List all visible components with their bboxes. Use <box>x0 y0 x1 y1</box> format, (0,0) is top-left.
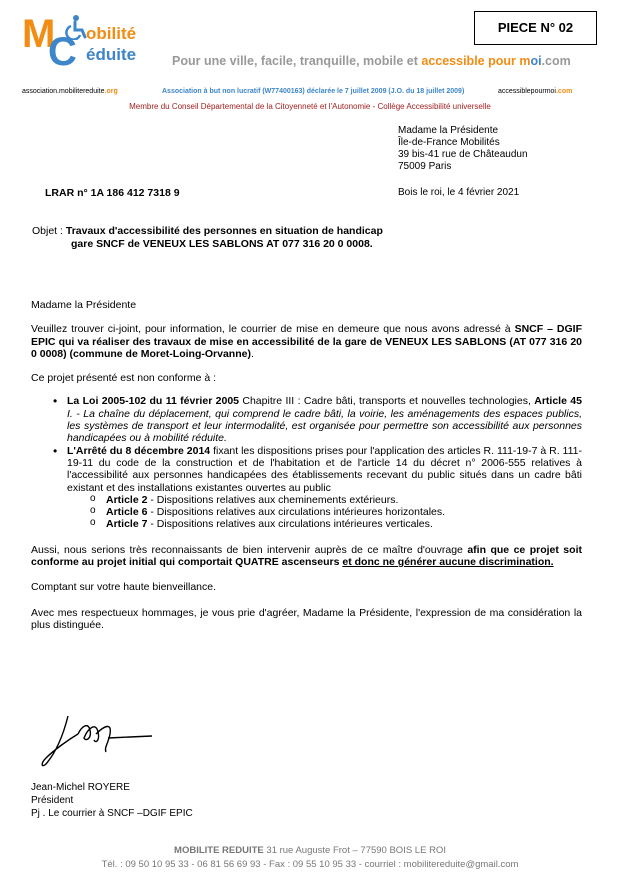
website-right-prefix: accessiblepourmoi <box>498 88 556 95</box>
tagline-accent: accessible pour m <box>421 54 531 68</box>
logo-letter-m: M <box>22 12 56 56</box>
tagline-text: Pour une ville, facile, tranquille, mobile et <box>172 54 422 68</box>
article-text: - Dispositions relatives aux circulations intérieures horizontales. <box>147 506 446 519</box>
text-bold: SNCF – DGIF EPIC qui va réaliser des travaux de mise en accessibilité de la gare de VENEUX LES SABLONS (AT 077 316 20 0 0008) (commune de Moret-Loing-Orvanne) <box>31 323 582 360</box>
logo-word-reduite: éduite <box>86 45 137 64</box>
decree-title: L'Arrêté du 8 décembre 2014 <box>67 444 211 457</box>
subject-line-1: Travaux d'accessibilité des personnes en situation de handicap <box>65 225 383 237</box>
sub-list <box>67 494 582 531</box>
website-right <box>498 88 572 95</box>
tagline-logo-small: oi <box>530 54 542 68</box>
logo-word-mobilite: obilité <box>86 24 137 43</box>
signatory-name: Jean-Michel ROYERE <box>31 782 130 793</box>
website-left-prefix: association.mobilitereduite <box>22 88 105 95</box>
text: fixant les dispositions prises pour l'application des articles R. 111-19-7 à R. 111-19-11 du code de la construction et de l'habitation et de l'article 14 du décret n° 2006-555 relatives à l'accessibilité aux personnes handicapées des établissements recevant du public situés dans un cadre bâti existant et des installations existantes ouvertes au public <box>67 444 582 494</box>
website-right-suffix: .com <box>555 88 573 95</box>
salutation: Madame la Présidente <box>31 299 137 311</box>
footer-org: MOBILITE REDUITE <box>174 845 264 856</box>
paragraph-intro <box>31 323 582 360</box>
signature-block <box>31 781 193 820</box>
paragraph-nonconform: Ce projet présenté est non conforme à : <box>31 372 217 385</box>
text: Veuillez trouver ci-joint, pour information, le courrier de mise en demeure que nous avons adressé à <box>31 323 515 336</box>
text: . <box>250 347 254 360</box>
lrar-number: LRAR n° 1A 186 412 7318 9 <box>45 187 180 199</box>
subject <box>32 225 383 250</box>
piece-number-box <box>474 11 597 45</box>
signatory-title: Président <box>31 795 74 806</box>
tagline <box>172 54 571 68</box>
subject-line-2: gare SNCF de VENEUX LES SABLONS AT 077 316 20 0 0008. <box>71 237 373 250</box>
text: Aussi, nous serions très reconnaissants de bien intervenir auprès de ce maître d'ouvrage <box>31 543 468 556</box>
tagline-domain: .com <box>541 54 571 68</box>
legal-list <box>31 395 582 530</box>
text: Chapitre III : Cadre bâti, transports et nouvelles technologies, <box>239 395 535 408</box>
recipient-line: Madame la Présidente <box>398 125 499 136</box>
recipient-line: 75009 Paris <box>398 161 452 172</box>
wheelchair-icon <box>62 14 88 40</box>
article-text: - Dispositions relatives aux cheminements extérieurs. <box>147 493 399 506</box>
attachment-note: Pj . Le courrier à SNCF –DGIF EPIC <box>31 808 193 819</box>
sub-list-item <box>88 518 582 530</box>
sub-list-item <box>88 506 582 518</box>
text-bold: afin que ce projet soit conforme au projet initial qui comportait QUATRE ascenseurs <box>31 543 582 569</box>
association-note: Association à but non lucratif (W77400163) déclarée le 7 juillet 2009 (J.O. du 18 juillet 2009) <box>162 88 465 95</box>
article-text: - Dispositions relatives aux circulations intérieures verticales. <box>147 518 433 531</box>
footer-address <box>0 845 620 856</box>
list-item <box>49 395 582 444</box>
website-left <box>22 88 118 95</box>
logo <box>22 12 172 74</box>
paragraph-regards: Avec mes respectueux hommages, je vous prie d'agréer, Madame la Présidente, l'expression de ma considération la plus distinguée. <box>31 606 582 631</box>
membership-line: Membre du Conseil Départemental de la Citoyenneté et l'Autonomie - Collège Accessibilité universelle <box>129 102 491 111</box>
sub-list-item <box>88 494 582 506</box>
law-title: La Loi 2005-102 du 11 février 2005 <box>67 395 240 408</box>
website-left-suffix: .org <box>104 88 118 95</box>
footer-street: 31 rue Auguste Frot – 77590 BOIS LE ROI <box>263 845 446 856</box>
letter-body <box>31 299 582 631</box>
article-label: Article 45 <box>534 395 582 408</box>
recipient-line: 39 bis-41 rue de Châteaudun <box>398 149 528 160</box>
paragraph-closing: Comptant sur votre haute bienveillance. <box>31 581 217 594</box>
place-date: Bois le roi, le 4 février 2021 <box>398 187 520 198</box>
article-label: Article 7 <box>106 518 148 531</box>
paragraph-request <box>31 544 582 569</box>
piece-number: PIECE N° 02 <box>497 20 574 35</box>
list-item <box>49 445 582 531</box>
text-bold-underline: et donc ne générer aucune discrimination. <box>342 556 554 569</box>
recipient-line: Île-de-France Mobilités <box>398 137 500 148</box>
handwritten-signature <box>38 712 158 770</box>
footer-contact: Tél. : 09 50 10 95 33 - 06 81 56 69 93 - Fax : 09 55 10 95 33 - courriel : mobilitereduite@gmail.com <box>101 859 519 870</box>
article-label: Article 2 <box>106 493 148 506</box>
law-quote: I. - La chaîne du déplacement, qui comprend le cadre bâti, la voirie, les aménagements des espaces publics, les systèmes de transport et leur intermodalité, est organisée pour permettre son accessibilité aux personnes handicapées ou à mobilité réduite. <box>67 407 582 445</box>
logo-letter-c: C <box>48 30 77 74</box>
recipient-address <box>398 125 528 173</box>
article-label: Article 6 <box>106 506 148 519</box>
subject-label: Objet : <box>32 225 63 237</box>
